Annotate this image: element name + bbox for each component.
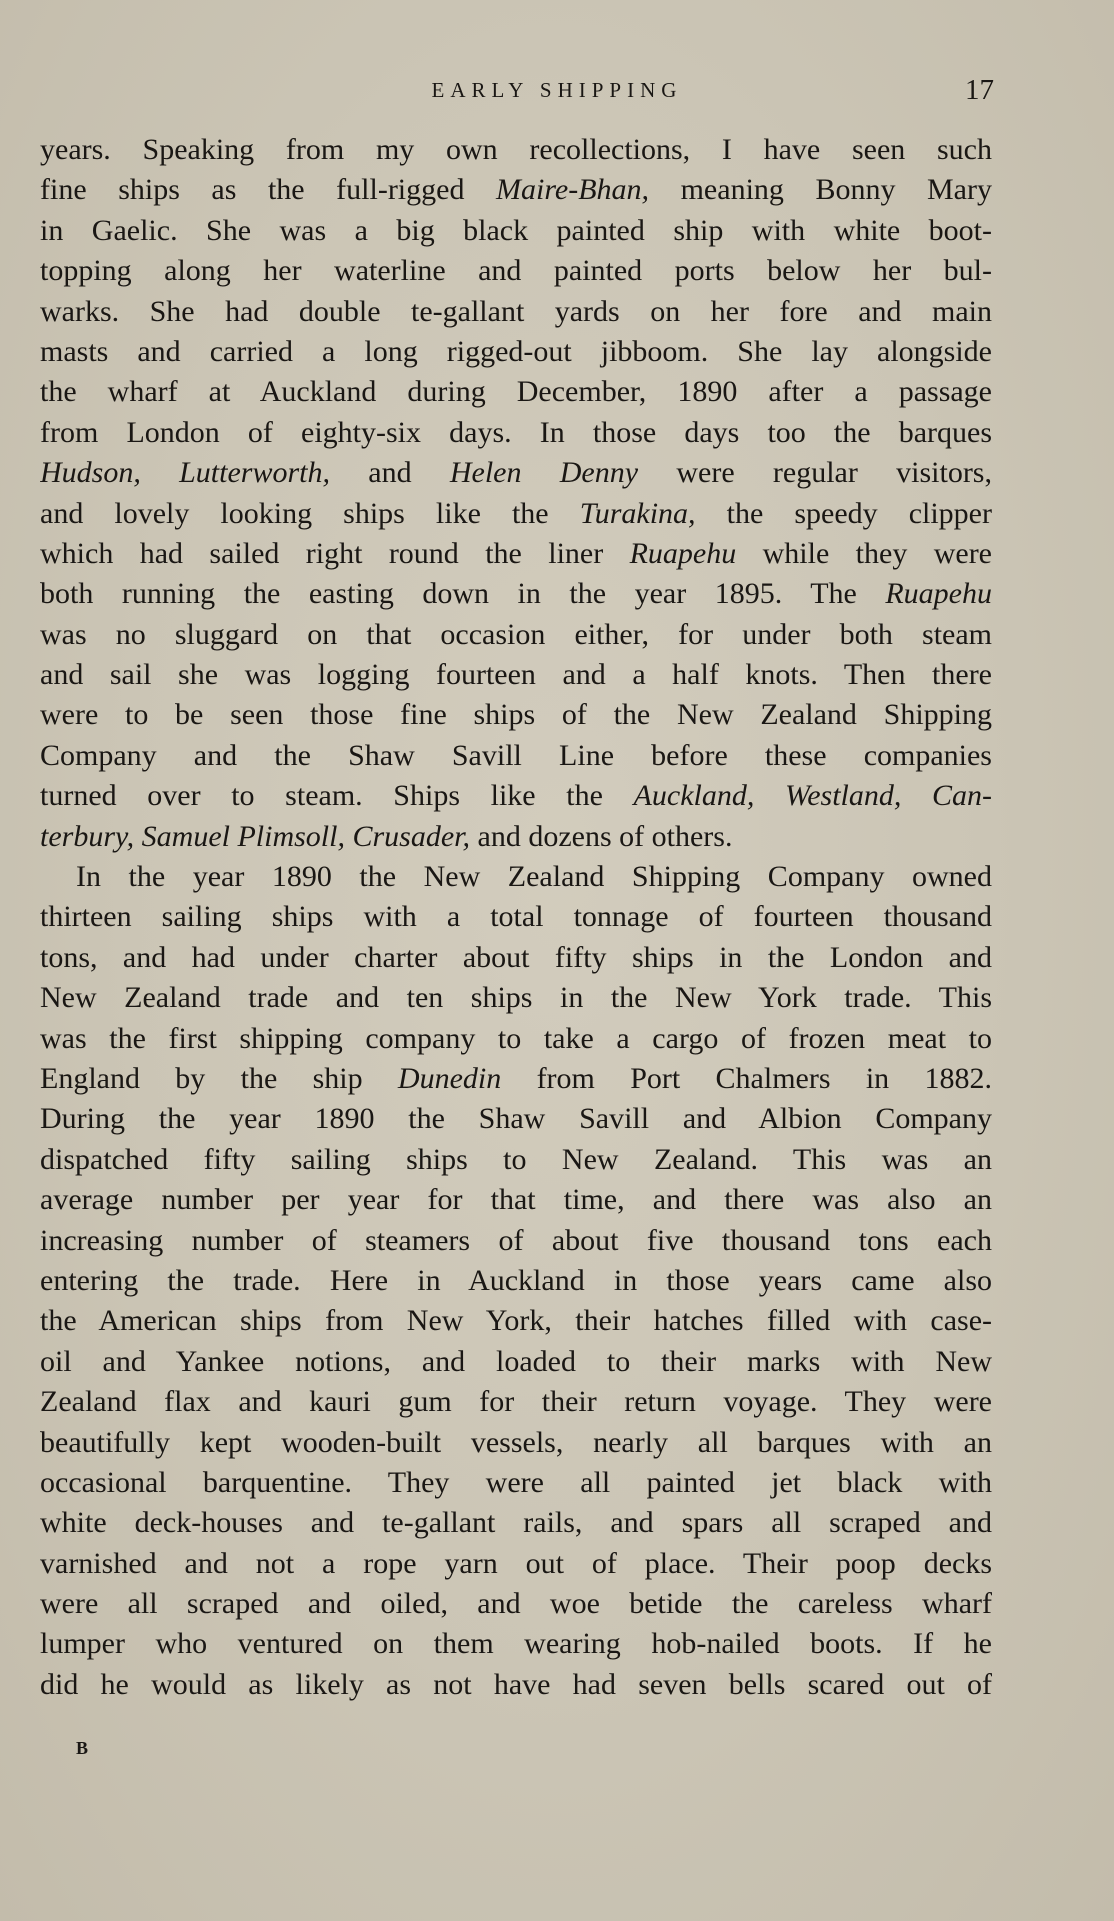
text-run: the American ships from New York, their hatches filled with case- [40,1304,992,1338]
text-run: England by the ship [40,1061,398,1095]
text-run: and sail she was logging fourteen and a half knots. Then there [40,658,992,692]
text-run: were all scraped and oiled, and woe betide the careless wharf [40,1587,992,1621]
text-run: were to be seen those fine ships of the New Zealand Shipping [40,698,992,732]
text-run: warks. She had double te-gallant yards on her fore and main [40,294,992,328]
text-line [40,211,992,251]
text-run: varnished and not a rope yarn out of place. Their poop decks [40,1546,992,1580]
italic-ship-name: terbury, Samuel Plimsoll, Crusader, [40,819,471,853]
text-run: and [329,456,450,490]
text-line [40,1099,992,1139]
italic-ship-name: Dunedin [397,1061,502,1095]
text-line [40,453,992,493]
text-line [40,1019,992,1059]
text-run: were regular visitors, [638,456,992,490]
text-run: was the first shipping company to take a cargo of frozen meat to [40,1021,992,1055]
text-run: fine ships as the full-rigged [40,173,497,207]
body-text [40,130,992,1705]
text-line [40,1059,992,1099]
text-line [40,170,992,210]
text-run: average number per year for that time, and there was also an [40,1183,992,1217]
text-line [40,615,992,655]
text-line [40,897,992,937]
text-run: beautifully kept wooden-built vessels, nearly all barques with an [40,1425,992,1459]
text-run: entering the trade. Here in Auckland in those years came also [40,1263,992,1297]
text-line [40,413,992,453]
text-line [40,1261,992,1301]
text-run: lumper who ventured on them wearing hob-nailed boots. If he [40,1627,992,1661]
text-line [40,1665,992,1705]
text-run: was no sluggard on that occasion either, for under both steam [40,617,992,651]
text-line [40,736,992,776]
text-line [40,1301,992,1341]
text-line [40,1584,992,1624]
text-line [40,574,992,614]
text-line [40,776,992,816]
text-line [40,1463,992,1503]
text-run: and dozens of others. [470,819,733,853]
text-line [40,655,992,695]
italic-ship-name: Ruapehu [629,536,737,570]
text-run: the wharf at Auckland during December, 1890 after a passage [40,375,992,409]
text-run: and lovely looking ships like the [40,496,580,530]
text-line [40,1624,992,1664]
text-run: turned over to steam. Ships like the [40,779,634,813]
text-line [40,817,992,857]
text-line [40,857,992,897]
text-line [40,938,992,978]
text-line [40,292,992,332]
text-run: did he would as likely as not have had seven bells scared out of [40,1667,992,1701]
text-line [40,1180,992,1220]
text-run: Zealand flax and kauri gum for their return voyage. They were [40,1385,992,1419]
signature-mark: B [76,1738,89,1758]
text-line [40,332,992,372]
text-run: white deck-houses and te-gallant rails, and spars all scraped and [40,1506,992,1540]
text-line [40,494,992,534]
text-line [40,372,992,412]
text-run: topping along her waterline and painted ports below her bul- [40,254,992,288]
text-run: thirteen sailing ships with a total tonnage of fourteen thousand [40,900,992,934]
text-line [40,130,992,170]
text-line [40,1140,992,1180]
text-run: dispatched fifty sailing ships to New Zealand. This was an [40,1142,992,1176]
running-title: EARLY SHIPPING [431,78,683,102]
text-line [40,1544,992,1584]
text-line [40,1382,992,1422]
text-run: which had sailed right round the liner [40,536,630,570]
page-number: 17 [965,74,994,106]
text-run: the speedy clipper [695,496,992,530]
text-run: New Zealand trade and ten ships in the New York trade. This [40,981,992,1015]
italic-ship-name: Turakina, [579,496,696,530]
text-run: In the year 1890 the New Zealand Shipping Company owned [76,860,992,894]
italic-ship-name: Helen Denny [449,456,639,490]
text-run: meaning Bonny Mary [649,173,992,207]
text-line [40,1423,992,1463]
text-line [40,978,992,1018]
text-run: from London of eighty-six days. In those days too the barques [40,415,992,449]
text-run: masts and carried a long rigged-out jibboom. She lay alongside [40,334,992,368]
text-line [40,251,992,291]
text-run: During the year 1890 the Shaw Savill and Albion Company [40,1102,992,1136]
text-run: increasing number of steamers of about five thousand tons each [40,1223,992,1257]
text-run: occasional barquentine. They were all painted jet black with [40,1465,992,1499]
text-run: oil and Yankee notions, and loaded to their marks with New [40,1344,992,1378]
text-line [40,1342,992,1382]
text-line [40,534,992,574]
text-run: years. Speaking from my own recollections, I have seen such [40,133,992,166]
text-run: while they were [736,536,992,570]
italic-ship-name: Hudson, Lutterworth, [40,456,330,490]
running-head [0,72,1114,108]
text-run: both running the easting down in the year 1895. The [40,577,886,611]
text-run: in Gaelic. She was a big black painted ship with white boot- [40,213,992,247]
italic-ship-name: Ruapehu [885,577,992,611]
italic-ship-name: Auckland, Westland, Can- [633,779,992,813]
text-run: from Port Chalmers in 1882. [501,1061,992,1095]
text-line [40,1503,992,1543]
text-run: Company and the Shaw Savill Line before these companies [40,738,992,772]
text-line [40,1221,992,1261]
italic-ship-name: Maire-Bhan, [496,173,650,207]
text-run: tons, and had under charter about fifty ships in the London and [40,940,992,974]
text-line [40,695,992,735]
